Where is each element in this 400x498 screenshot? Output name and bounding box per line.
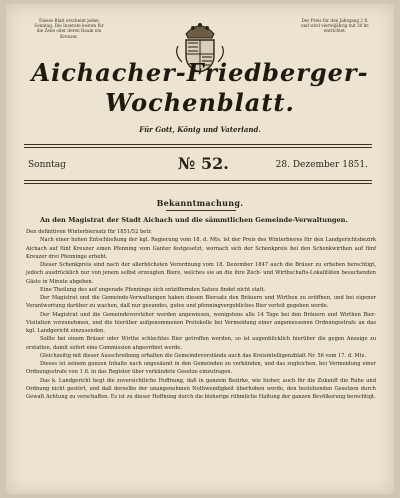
- issue-date: 28. Dezember 1851.: [275, 160, 368, 170]
- paragraph: Das k. Landgericht hegt die zuversichtliche Hoffnung, daß in ganzem Bezirke, wie bisher, auch für die Zukunft die Ruhe und Ordnung nicht gestört, und daß derselbe der unangenehmen Nothwendigkeit überhoben werde, den bestehenden Gesetzen durch Gewalt Achtung zu verschaffen. Es ist zu dieser Hoffnung durch die bisherige rühmliche Haltung der ganzen Bevölkerung berechtigt.: [26, 377, 376, 400]
- paragraph: Der Magistrat und die Gemeinde-Verwaltungen haben diesen Biersatz den Bräuern und Wirthen zu eröffnen, und bei eigener Verantwortung darüber zu wachen, daß nur gesundes, gutes und pfenningvergebliches Bier verleit gegeben werde.: [26, 295, 376, 310]
- divider-top: [24, 144, 372, 145]
- subscription-notice-right: Der Preis für den Jahrgang 2 fl. und wird vierteljährig mit 30 kr. entrichtet.: [300, 18, 370, 34]
- newspaper-page: [6, 4, 394, 494]
- masthead-line-2: Wochenblatt.: [105, 88, 295, 117]
- paragraph: Sollte bei einem Bräuer oder Wirthe schlechtes Bier getroffen werden, so ist augenblicklich hierüber die gegen Anzeige zu erstatten, damit sofort eine Commission abgeordnet werde.: [26, 336, 376, 351]
- masthead-title: [6, 58, 394, 118]
- paragraph: Eine Theilung des auf ungerade Pfenninge sich entziffernden Satzes findet nicht statt.: [40, 286, 266, 293]
- heading-underline: [166, 210, 236, 211]
- paragraph: Dieses ist seinem ganzen Inhalte nach ungesäumt in den Gemeinden zu verkünden, und das zugleichen, bei Vermeidung einer Ordnungsstrafe von 1 fl. in das Register über verkündete Gesetze einzutragen.: [26, 361, 376, 376]
- paragraph: Nach einer hohen Entschließung der kgl. Regierung vom 18. d. Mts. ist der Preis des Winterbieres für den Landgerichtsbezirk Aichach auf fünf Kreuzer einen Pfenning vom Ganter festgesetzt, wornach sich der Schenkpreis bei den Schenkwirthen auf fünf Kreuzer drei Pfenninge erhebt.: [26, 237, 376, 260]
- paragraph: Den definitiven Winterbiersatz für 1851/52 betr.: [26, 229, 152, 235]
- issue-number: № 52.: [178, 154, 229, 173]
- paragraph: Der Magistrat und die Gemeindevorsteher werden angewiesen, wenigstens alle 14 Tage bei den Bräuern und Wirthen Bier-Visitation vorzunehmen, und die hierüber aufgenommenen Protokolle bei Vermeidung einer angemessenen Ordnungsstrafe an das kgl. Landgericht einzusenden.: [26, 311, 376, 334]
- masthead-line-1: Aichacher-Friedberger-: [31, 58, 369, 87]
- divider-bottom-inner: [24, 183, 372, 184]
- announcement-heading: Bekanntmachung.: [156, 198, 244, 208]
- motto: Für Gott, König und Vaterland.: [139, 125, 261, 134]
- paragraph: Dieser Schenkpreis sind nach der allerhöchsten Verordnung vom 18. Dezember 1847 auch die Bräuer zu erheben berechtigt, jedoch ausdrücklich nur von jenem selbst erzeugten Biere, welches sie an die ihre Zech- und Wirthschafts-Lokalitäten besuchenden Gäste in Minute abgeben.: [26, 262, 376, 285]
- divider-bottom: [24, 180, 372, 181]
- issue-info: [28, 154, 368, 174]
- subscription-notice-left: Dieses Blatt erscheint jeden Sonntag. Die Inserate kosten für die Zeile oder deren Raum ein Kreuzer.: [34, 18, 104, 39]
- divider-top-inner: [24, 147, 372, 148]
- issue-day: Sonntag: [28, 160, 66, 170]
- paragraph: Gleichzeitig mit dieser Ausschreibung erhalten die Gemeindevorstände auch das Kreisintelligenzblatt Nr. 56 vom 17. d. Mts.: [40, 352, 367, 359]
- announcement-body: [26, 228, 376, 401]
- announcement-address: An den Magistrat der Stadt Aichach und die sämmtlichen Gemeinde-Verwaltungen.: [40, 216, 348, 224]
